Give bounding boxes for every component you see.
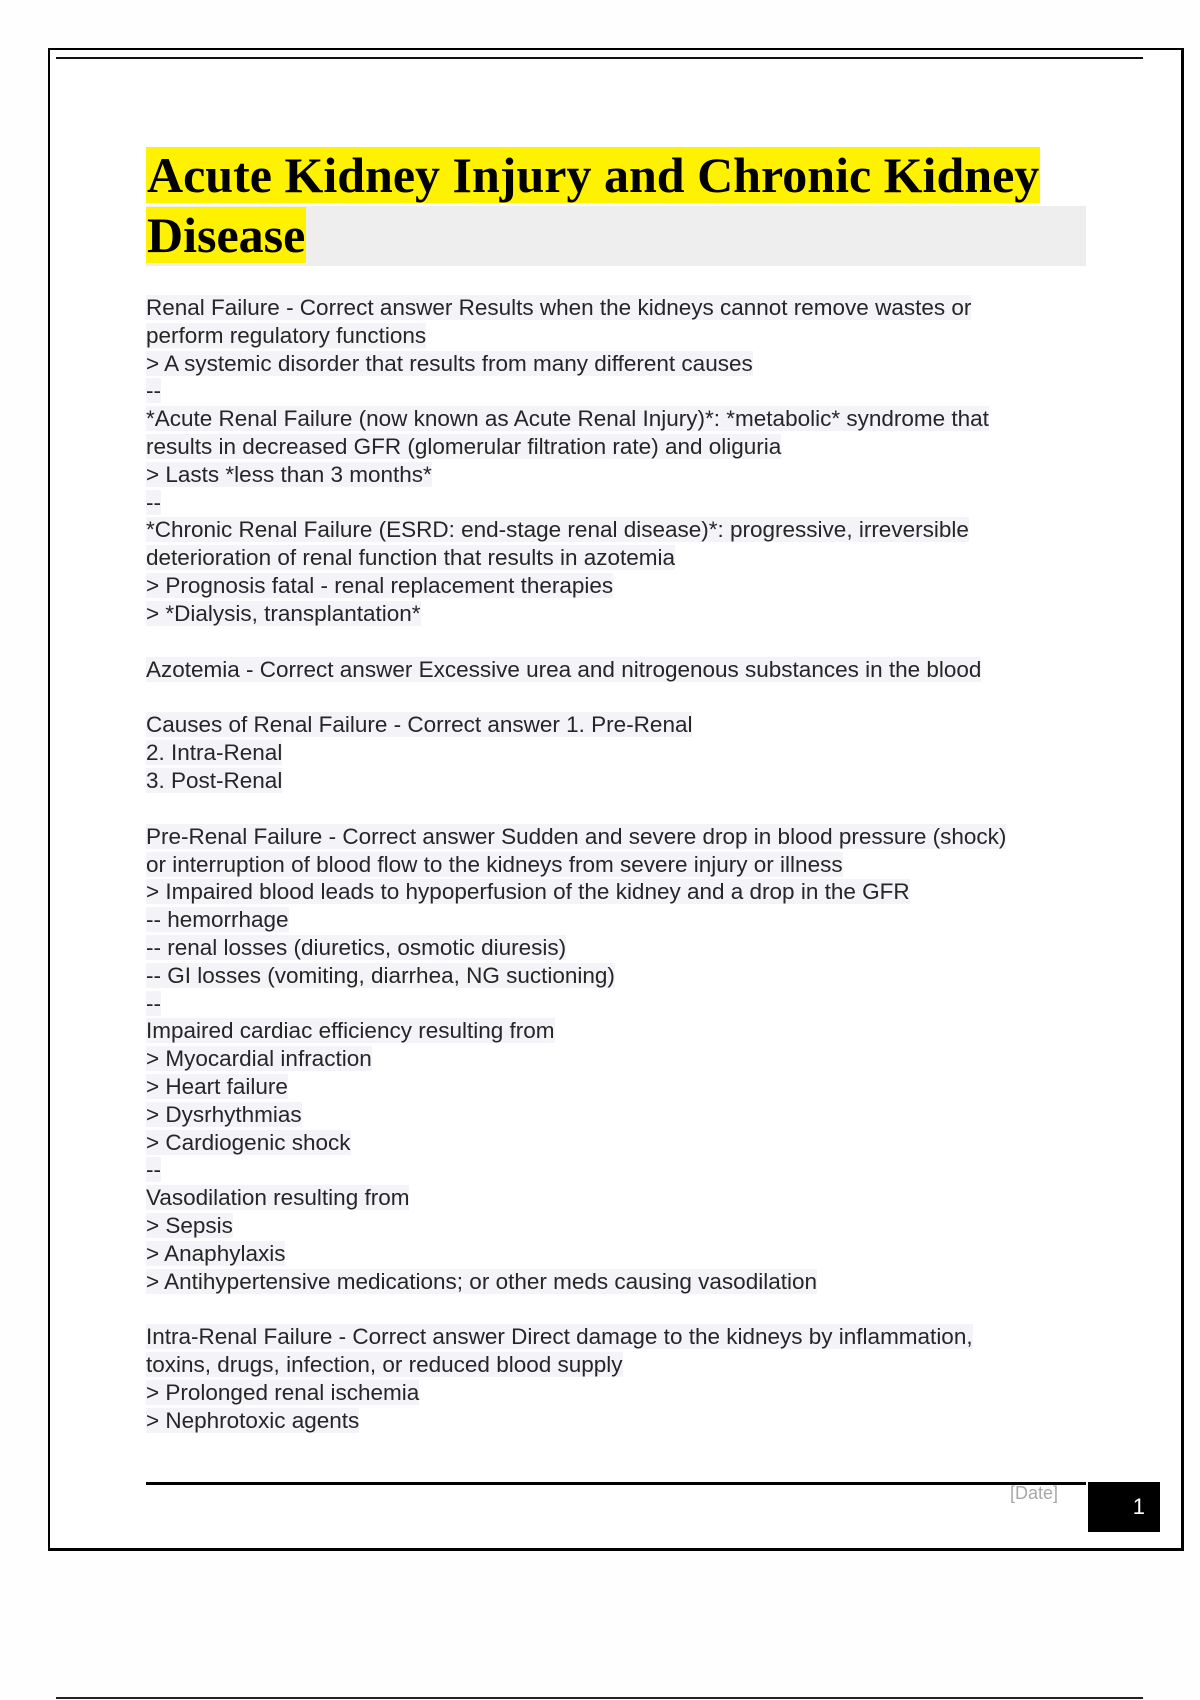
page-number-box — [1088, 1482, 1160, 1532]
text-line — [146, 377, 1091, 405]
text-line-content: > Prognosis fatal - renal replacement therapies — [146, 572, 614, 598]
header-rule — [56, 57, 1143, 59]
text-line — [146, 1017, 1091, 1045]
paragraph-gap — [146, 683, 1091, 711]
text-line — [146, 1184, 1091, 1212]
qa-paragraph — [146, 294, 1091, 628]
text-line-content: 3. Post-Renal — [146, 767, 283, 793]
footer-rule — [146, 1482, 1086, 1485]
text-line — [146, 294, 1091, 322]
text-line-content: > Dysrhythmias — [146, 1101, 302, 1127]
qa-paragraph — [146, 656, 1091, 684]
text-line — [146, 405, 1091, 433]
text-line-content: perform regulatory functions — [146, 322, 427, 348]
text-line — [146, 600, 1091, 628]
text-line-content: Intra-Renal Failure - Correct answer Direct damage to the kidneys by inflammation, — [146, 1324, 973, 1350]
text-line-content: > Heart failure — [146, 1073, 288, 1099]
paragraph-gap — [146, 628, 1091, 656]
text-line — [146, 934, 1091, 962]
text-line — [146, 878, 1091, 906]
text-line-content: -- — [146, 378, 161, 404]
text-line-content: > Cardiogenic shock — [146, 1129, 351, 1155]
text-line-content: -- — [146, 1157, 161, 1183]
text-line-content: -- GI losses (vomiting, diarrhea, NG suctioning) — [146, 962, 615, 988]
text-line — [146, 1129, 1091, 1157]
text-line-content: Causes of Renal Failure - Correct answer 1. Pre-Renal — [146, 712, 693, 738]
text-line — [146, 962, 1091, 990]
text-line-content: 2. Intra-Renal — [146, 740, 283, 766]
text-line-content: or interruption of blood flow to the kidneys from severe injury or illness — [146, 851, 843, 877]
text-line-content: > *Dialysis, transplantation* — [146, 600, 421, 626]
text-line-content: deterioration of renal function that results in azotemia — [146, 545, 676, 571]
text-line — [146, 990, 1091, 1018]
text-line — [146, 1156, 1091, 1184]
title-line-2: Disease — [147, 207, 306, 263]
title-line-1: Acute Kidney Injury and Chronic Kidney — [147, 147, 1040, 203]
text-line-content: > Antihypertensive medications; or other meds causing vasodilation — [146, 1268, 818, 1294]
text-line-content: -- renal losses (diuretics, osmotic diuresis) — [146, 934, 567, 960]
text-line — [146, 1101, 1091, 1129]
text-line — [146, 516, 1091, 544]
text-line — [146, 823, 1091, 851]
text-line-content: -- — [146, 489, 161, 515]
text-line-content: > A systemic disorder that results from many different causes — [146, 350, 753, 376]
text-line-content: results in decreased GFR (glomerular filtration rate) and oliguria — [146, 433, 782, 459]
qa-paragraph — [146, 1323, 1091, 1434]
text-line-content: -- — [146, 990, 161, 1016]
text-line-content: > Impaired blood leads to hypoperfusion of the kidney and a drop in the GFR — [146, 879, 910, 905]
text-line — [146, 433, 1091, 461]
text-line-content: -- hemorrhage — [146, 907, 289, 933]
text-line-content: Pre-Renal Failure - Correct answer Sudden and severe drop in blood pressure (shock) — [146, 823, 1007, 849]
text-line — [146, 1268, 1091, 1296]
text-line-content: > Myocardial infraction — [146, 1046, 372, 1072]
paragraph-gap — [146, 795, 1091, 823]
text-line-content: *Acute Renal Failure (now known as Acute Renal Injury)*: *metabolic* syndrome that — [146, 406, 989, 432]
text-line — [146, 489, 1091, 517]
text-line-content: > Prolonged renal ischemia — [146, 1379, 420, 1405]
text-line-content: > Anaphylaxis — [146, 1240, 286, 1266]
text-line-content: toxins, drugs, infection, or reduced blood supply — [146, 1352, 623, 1378]
document-body — [146, 294, 1091, 1434]
text-line — [146, 851, 1091, 879]
text-line — [146, 1379, 1091, 1407]
text-line — [146, 767, 1091, 795]
text-line — [146, 1323, 1091, 1351]
text-line-content: Impaired cardiac efficiency resulting from — [146, 1018, 555, 1044]
text-line — [146, 572, 1091, 600]
text-line — [146, 322, 1091, 350]
text-line — [146, 350, 1091, 378]
text-line — [146, 1073, 1091, 1101]
text-line — [146, 656, 1091, 684]
text-line — [146, 739, 1091, 767]
text-line-content: > Lasts *less than 3 months* — [146, 461, 432, 487]
text-line — [146, 1240, 1091, 1268]
text-line-content: Vasodilation resulting from — [146, 1185, 410, 1211]
paragraph-gap — [146, 1295, 1091, 1323]
text-line — [146, 711, 1091, 739]
page-title — [146, 145, 1086, 265]
text-line-content: > Nephrotoxic agents — [146, 1407, 360, 1433]
text-line — [146, 461, 1091, 489]
qa-paragraph — [146, 711, 1091, 794]
next-page-header-rule — [56, 1697, 1143, 1699]
text-line — [146, 1407, 1091, 1435]
text-line-content: > Sepsis — [146, 1212, 233, 1238]
text-line — [146, 1045, 1091, 1073]
text-line — [146, 906, 1091, 934]
text-line — [146, 1351, 1091, 1379]
text-line-content: Azotemia - Correct answer Excessive urea and nitrogenous substances in the blood — [146, 656, 982, 682]
text-line-content: *Chronic Renal Failure (ESRD: end-stage renal disease)*: progressive, irreversible — [146, 517, 969, 543]
text-line-content: Renal Failure - Correct answer Results when the kidneys cannot remove wastes or — [146, 295, 972, 320]
qa-paragraph — [146, 823, 1091, 1296]
footer-date: [Date] — [1010, 1483, 1059, 1503]
page-number: 1 — [1132, 1494, 1145, 1519]
text-line — [146, 544, 1091, 572]
text-line — [146, 1212, 1091, 1240]
